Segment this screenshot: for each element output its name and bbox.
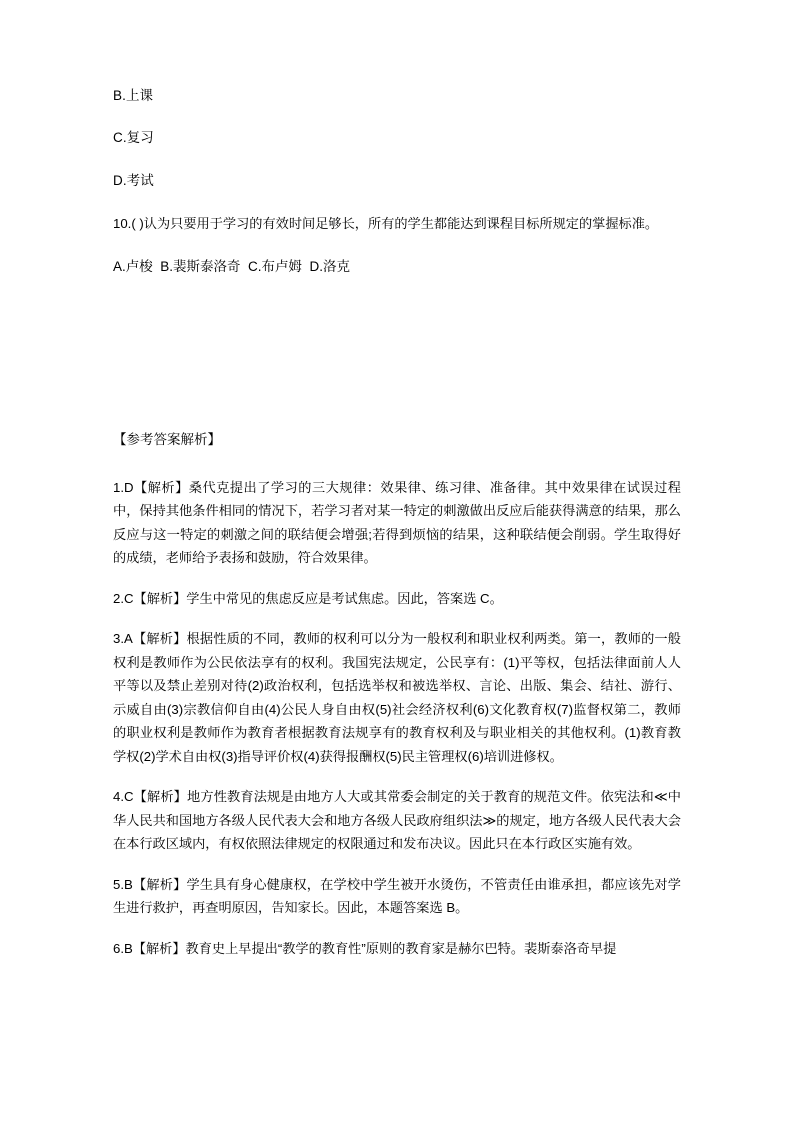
section-spacer xyxy=(113,278,681,430)
question-10-choices: A.卢梭 B.裴斯泰洛奇 C.布卢姆 D.洛克 xyxy=(113,259,351,275)
answer-explanation-5: 5.B【解析】学生具有身心健康权，在学校中学生被开水烫伤，不管责任由谁承担，都应该先对学生进行救护，再查明原因，告知家长。因此，本题答案选 B。 xyxy=(113,876,681,916)
answers-section-title: 【参考答案解析】 xyxy=(113,431,221,447)
question-10-stem: 10.( )认为只要用于学习的有效时间足够长，所有的学生都能达到课程目标所规定的掌握标准。 xyxy=(113,215,659,231)
answer-explanation-1: 1.D【解析】桑代克提出了学习的三大规律：效果律、练习律、准备律。其中效果律在试误过程中，保持其他条件相同的情况下，若学习者对某一特定的刺激做出反应后能获得满意的结果，那么反应与这一特定的刺激之间的联结便会增强;若得到烦恼的结果，这种联结便会削弱。学生取得好的成绩，老师给予表扬和鼓励，符合效果律。 xyxy=(113,479,681,566)
answer-explanation-3: 3.A【解析】根据性质的不同，教师的权利可以分为一般权利和职业权利两类。第一，教师的一般权利是教师作为公民依法享有的权利。我国宪法规定，公民享有：(1)平等权，包括法律面前人人平等以及禁止差别对待(2)政治权利，包括选举权和被选举权、言论、出版、集会、结社、游行、示威自由(3)宗教信仰自由(4)公民人身自由权(5)社会经济权利(6)文化教育权(7)监督权第二，教师的职业权利是教师作为教育者根据教育法规享有的教育权利及与职业相关的其他权利。(1)教育教学权(2)学术自由权(3)指导评价权(4)获得报酬权(5)民主管理权(6)培训进修权。 xyxy=(113,631,681,764)
answer-explanation-2: 2.C【解析】学生中常见的焦虑反应是考试焦虑。因此，答案选 C。 xyxy=(113,590,503,606)
option-c: C.复习 xyxy=(113,130,154,146)
answer-explanation-4: 4.C【解析】地方性教育法规是由地方人大或其常委会制定的关于教育的规范文件。依宪法和≪中华人民共和国地方各级人民代表大会和地方各级人民政府组织法≫的规定，地方各级人民代表大会在本行政区域内，有权依照法律规定的权限通过和发布决议。因此只在本行政区实施有效。 xyxy=(113,789,681,852)
answer-explanation-6: 6.B【解析】教育史上早提出“教学的教育性”原则的教育家是赫尔巴特。裴斯泰洛奇早提 xyxy=(113,940,617,956)
option-b: B.上课 xyxy=(113,88,154,103)
page-content xyxy=(113,86,681,960)
option-d: D.考试 xyxy=(113,172,154,188)
